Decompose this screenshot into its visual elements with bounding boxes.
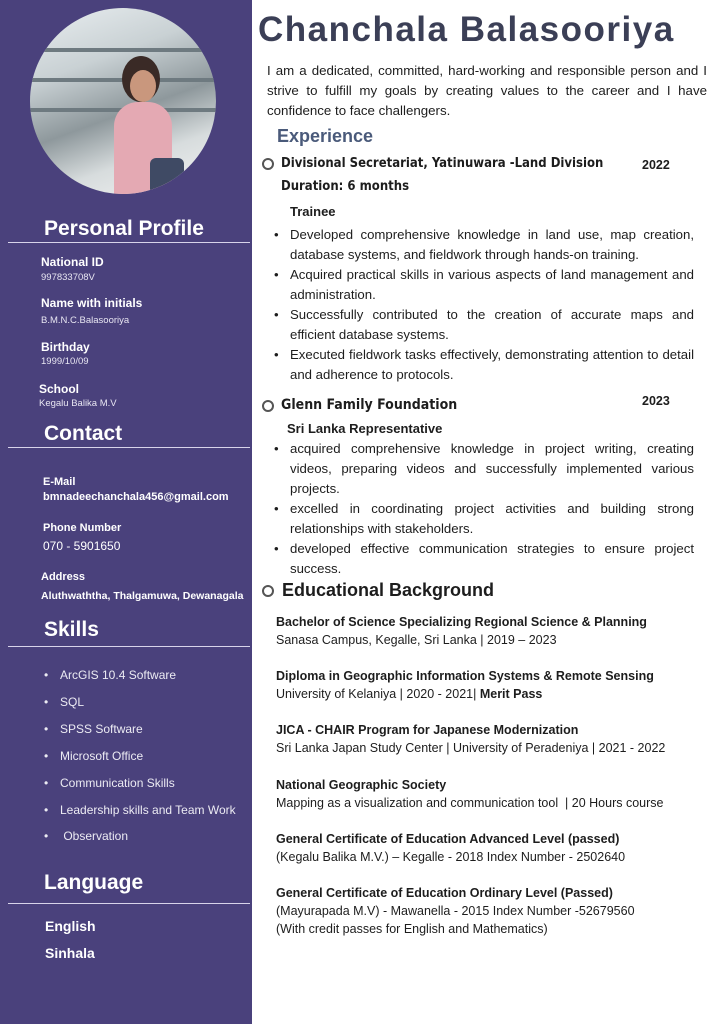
education-title: Diploma in Geographic Information Systems & Remote Sensing <box>276 669 654 683</box>
skill-item <box>44 776 175 790</box>
education-item <box>276 721 706 757</box>
personal-profile-heading: Personal Profile <box>44 217 204 240</box>
education-detail: Sanasa Campus, Kegalle, Sri Lanka | 2019 – 2023 <box>276 633 557 647</box>
national-id-value: 997833708V <box>41 272 95 283</box>
experience-year: 2023 <box>642 394 670 408</box>
language-item: English <box>45 918 96 934</box>
bullet-icon: • <box>44 803 49 817</box>
national-id-label: National ID <box>41 255 104 269</box>
photo-face <box>130 70 156 102</box>
candidate-name: Chanchala Balasooriya <box>258 10 675 49</box>
skill-item <box>44 803 236 817</box>
bullet-icon: • <box>44 695 49 709</box>
address-label: Address <box>41 571 86 583</box>
divider <box>8 447 250 448</box>
school-label: School <box>39 382 80 396</box>
bullet-icon: • <box>44 829 49 843</box>
skill-label: Microsoft Office <box>60 749 144 763</box>
education-title: General Certificate of Education Advanced Level (passed) <box>276 832 620 846</box>
skill-label: Observation <box>60 829 129 843</box>
experience-heading: Experience <box>277 126 374 146</box>
bullet-icon: • <box>44 776 49 790</box>
skill-label: SPSS Software <box>60 722 143 736</box>
list-item: • Successfully contributed to the creation of accurate maps and efficient database systems. <box>274 305 694 345</box>
birthday-value: 1999/10/09 <box>41 356 89 367</box>
experience-bullets <box>274 439 694 579</box>
experience-bullets <box>274 225 694 385</box>
education-title: National Geographic Society <box>276 778 447 792</box>
skill-label: ArcGIS 10.4 Software <box>60 668 177 682</box>
experience-org: Glenn Family Foundation <box>281 397 458 413</box>
skill-item <box>44 695 84 709</box>
address-value: Aluthwaththa, Thalgamuwa, Dewanagala <box>41 590 244 602</box>
merit-pass: Merit Pass <box>479 687 543 701</box>
phone-label: Phone Number <box>43 522 122 534</box>
education-detail: (With credit passes for English and Mathematics) <box>276 922 548 936</box>
list-item: • Executed fieldwork tasks effectively, demonstrating attention to detail and adherence to protocols. <box>274 345 694 385</box>
skill-label: Leadership skills and Team Work <box>60 803 236 817</box>
timeline-circle-icon <box>262 158 274 170</box>
bullet-icon: • <box>44 749 49 763</box>
divider <box>8 242 250 243</box>
photo-railing <box>30 48 216 52</box>
timeline-circle-icon <box>262 585 274 597</box>
photo-bag <box>150 158 184 194</box>
education-title: JICA - CHAIR Program for Japanese Modernization <box>276 723 579 737</box>
summary: I am a dedicated, committed, hard-working and responsible person and I strive to fulfill my goals by creating values to the career and I have confidence to face challengers. <box>267 63 707 118</box>
skill-item <box>44 829 128 843</box>
skill-label: SQL <box>60 695 85 709</box>
divider <box>8 903 250 904</box>
skills-heading: Skills <box>44 618 99 641</box>
experience-org: Divisional Secretariat, Yatinuwara -Land Division <box>281 156 604 171</box>
education-detail: (Mayurapada M.V) - Mawanella - 2015 Index Number -52679560 <box>276 904 635 918</box>
language-heading: Language <box>44 871 144 894</box>
education-title: General Certificate of Education Ordinary Level (Passed) <box>276 886 613 900</box>
education-item <box>276 667 706 703</box>
list-item: • excelled in coordinating project activities and building strong relationships with stakeholders. <box>274 499 694 539</box>
birthday-label: Birthday <box>41 340 90 354</box>
education-title: Bachelor of Science Specializing Regional Science & Planning <box>276 615 647 629</box>
experience-year: 2022 <box>642 158 670 172</box>
school-value: Kegalu Balika M.V <box>39 398 117 409</box>
education-detail: (Kegalu Balika M.V.) – Kegalle - 2018 Index Number - 2502640 <box>276 850 626 864</box>
skill-item <box>44 749 143 763</box>
bullet-icon: • <box>44 668 49 682</box>
skill-item <box>44 668 176 682</box>
email-label: E-Mail <box>43 476 76 488</box>
education-item <box>276 613 706 649</box>
education-detail: Mapping as a visualization and communication tool | 20 Hours course <box>276 796 664 810</box>
skill-label: Communication Skills <box>60 776 175 790</box>
name-initials-value: B.M.N.C.Balasooriya <box>41 315 130 326</box>
timeline-circle-icon <box>262 400 274 412</box>
education-detail <box>276 685 706 703</box>
language-item: Sinhala <box>45 945 95 961</box>
contact-heading: Contact <box>44 422 123 445</box>
education-detail: Sri Lanka Japan Study Center | University of Peradeniya | 2021 - 2022 <box>276 741 666 755</box>
email-value[interactable]: bmnadeechanchala456@gmail.com <box>43 491 229 503</box>
education-item <box>276 830 706 866</box>
education-heading: Educational Background <box>282 580 495 600</box>
profile-photo <box>30 8 216 194</box>
experience-role: Trainee <box>290 204 336 219</box>
list-item: • Developed comprehensive knowledge in land use, map creation, database systems, and fieldwork through hands-on training. <box>274 225 694 265</box>
sidebar <box>0 0 252 1024</box>
skill-item <box>44 722 143 736</box>
divider <box>8 646 250 647</box>
list-item: • Acquired practical skills in various aspects of land management and administration. <box>274 265 694 305</box>
phone-value[interactable]: 070 - 5901650 <box>43 539 121 553</box>
list-item: • developed effective communication strategies to ensure project success. <box>274 539 694 579</box>
name-initials-label: Name with initials <box>41 296 143 310</box>
education-detail-text: University of Kelaniya | 2020 - 2021| <box>276 687 480 701</box>
list-item: • acquired comprehensive knowledge in project writing, creating videos, preparing videos and successfully implemented various projects. <box>274 439 694 499</box>
education-item <box>276 776 706 812</box>
education-item <box>276 884 706 938</box>
bullet-icon: • <box>44 722 49 736</box>
experience-duration: Duration: 6 months <box>281 179 410 194</box>
experience-role: Sri Lanka Representative <box>287 421 443 436</box>
